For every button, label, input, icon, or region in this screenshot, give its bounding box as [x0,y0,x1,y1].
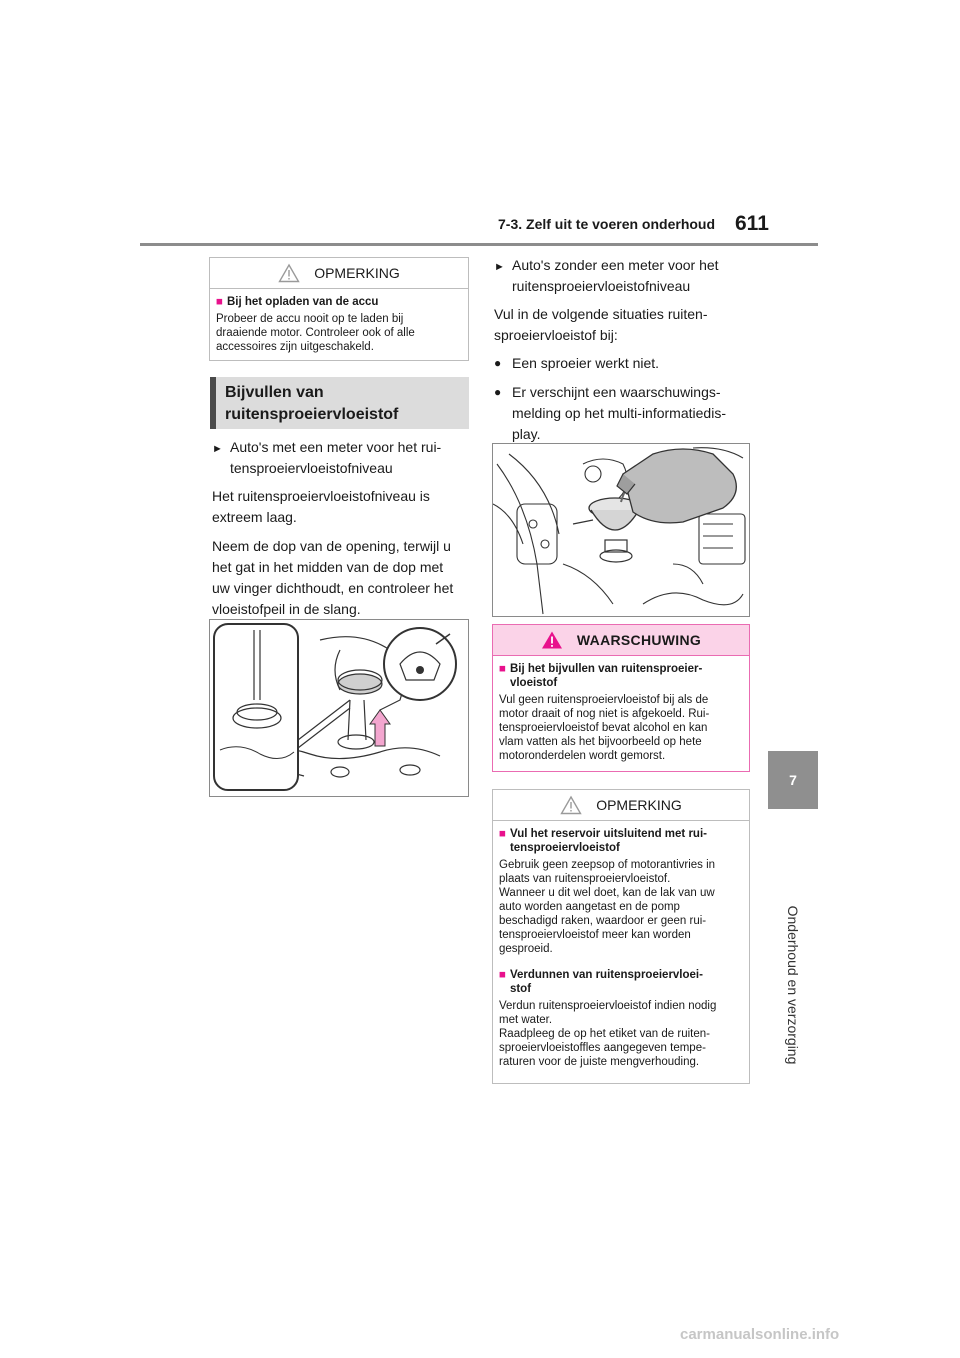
note-title: OPMERKING [314,265,400,281]
warning-header [493,625,749,656]
left-text-column [212,437,474,620]
note-text: Probeer de accu nooit op te laden bij draaiende motor. Controleer ook of alle accessoires zijn uitgeschakeld. [216,313,415,353]
section-title: 7-3. Zelf uit te voeren onderhoud [498,216,716,232]
caution-icon [278,263,300,283]
warning-heading: ■ Bij het bijvullen van ruitensproeier- vloeistof [499,663,703,689]
note-heading: ■ Verdunnen van ruitensproeiervloei- stof [499,969,703,995]
watermark: carmanualsonline.info [680,1326,840,1343]
header-rule [140,243,818,246]
caution-icon [560,795,582,815]
warning-box [492,624,750,772]
note-text: Verdun ruitensproeiervloeistof indien nodig met water. Raadpleeg de op het etiket van de ruiten- sproeiervloeistofflеs aangegeven tempe- raturen voor de juiste mengverhouding. [499,1000,717,1068]
note-text: Gebruik geen zeepsop of motorantivries in plaats van ruitensproeiervloeistof. Wanneer u dit wel doet, kan de lak van uw auto worden aangetast en de pomp beschadigd raken, waardoor er geen rui- tensproeiervloeistof meer kan worden gesproeid. [499,859,716,955]
square-marker: ■ [499,969,506,981]
note-box-fluid [492,789,750,1084]
section-heading: Bijvullen van ruitensproeiervloeistof [210,377,469,429]
square-marker: ■ [499,828,506,840]
chapter-tab [768,751,818,809]
note-box-accu [209,257,469,361]
square-marker: ■ [499,663,506,675]
chapter-label: Onderhoud en verzorging [785,905,801,1065]
figure-pouring-fluid [492,443,750,617]
note-header [493,790,749,821]
note-heading: ■ Bij het opladen van de accu [216,296,379,308]
figure-washer-cap [209,619,469,797]
chapter-number: 7 [789,772,797,788]
pouring-illustration [493,444,749,616]
note-title: OPMERKING [596,797,682,813]
paragraph: Vul in de volgende situaties ruiten- sproeiervloeistof bij: [494,306,708,343]
paragraph: Neem de dop van de opening, terwijl u het gat in het midden van de dop met uw vinger dichthoudt, en controleer het vloeistofpeil in de slang. [212,538,454,617]
arrow-marker: ► [212,443,223,455]
warning-icon [541,630,563,650]
warning-title: WAARSCHUWING [576,632,702,648]
washer-cap-illustration [210,620,468,796]
note-header [210,258,468,289]
page-number: 611 [735,212,769,235]
bullet-item: ● Een sproeier werkt niet. [494,353,756,374]
arrow-item: ► Auto's zonder een meter voor het ruitensproeiervloeistofniveau [494,255,756,297]
right-text-column [494,255,756,445]
paragraph: Het ruitensproeiervloeistofniveau is extreem laag. [212,488,430,525]
bullet-marker: ● [494,385,502,399]
bullet-marker: ● [494,356,502,370]
note-heading: ■ Vul het reservoir uitsluitend met rui- tensproeiervloeistof [499,828,707,854]
arrow-item: ► Auto's met een meter voor het rui- tensproeiervloeistofniveau [212,437,474,479]
bullet-item: ● Er verschijnt een waarschuwings- melding op het multi-informatiedis- play. [494,382,756,445]
square-marker: ■ [216,296,223,308]
arrow-marker: ► [494,261,505,273]
warning-text: Vul geen ruitensproeiervloeistof bij als de motor draait of nog niet is afgekoeld. Rui- tensproeiervloeistof bevat alcohol en kan vlam vatten als het bijvoorbeeld op hete motoronderdelen wordt gemorst. [499,694,710,762]
